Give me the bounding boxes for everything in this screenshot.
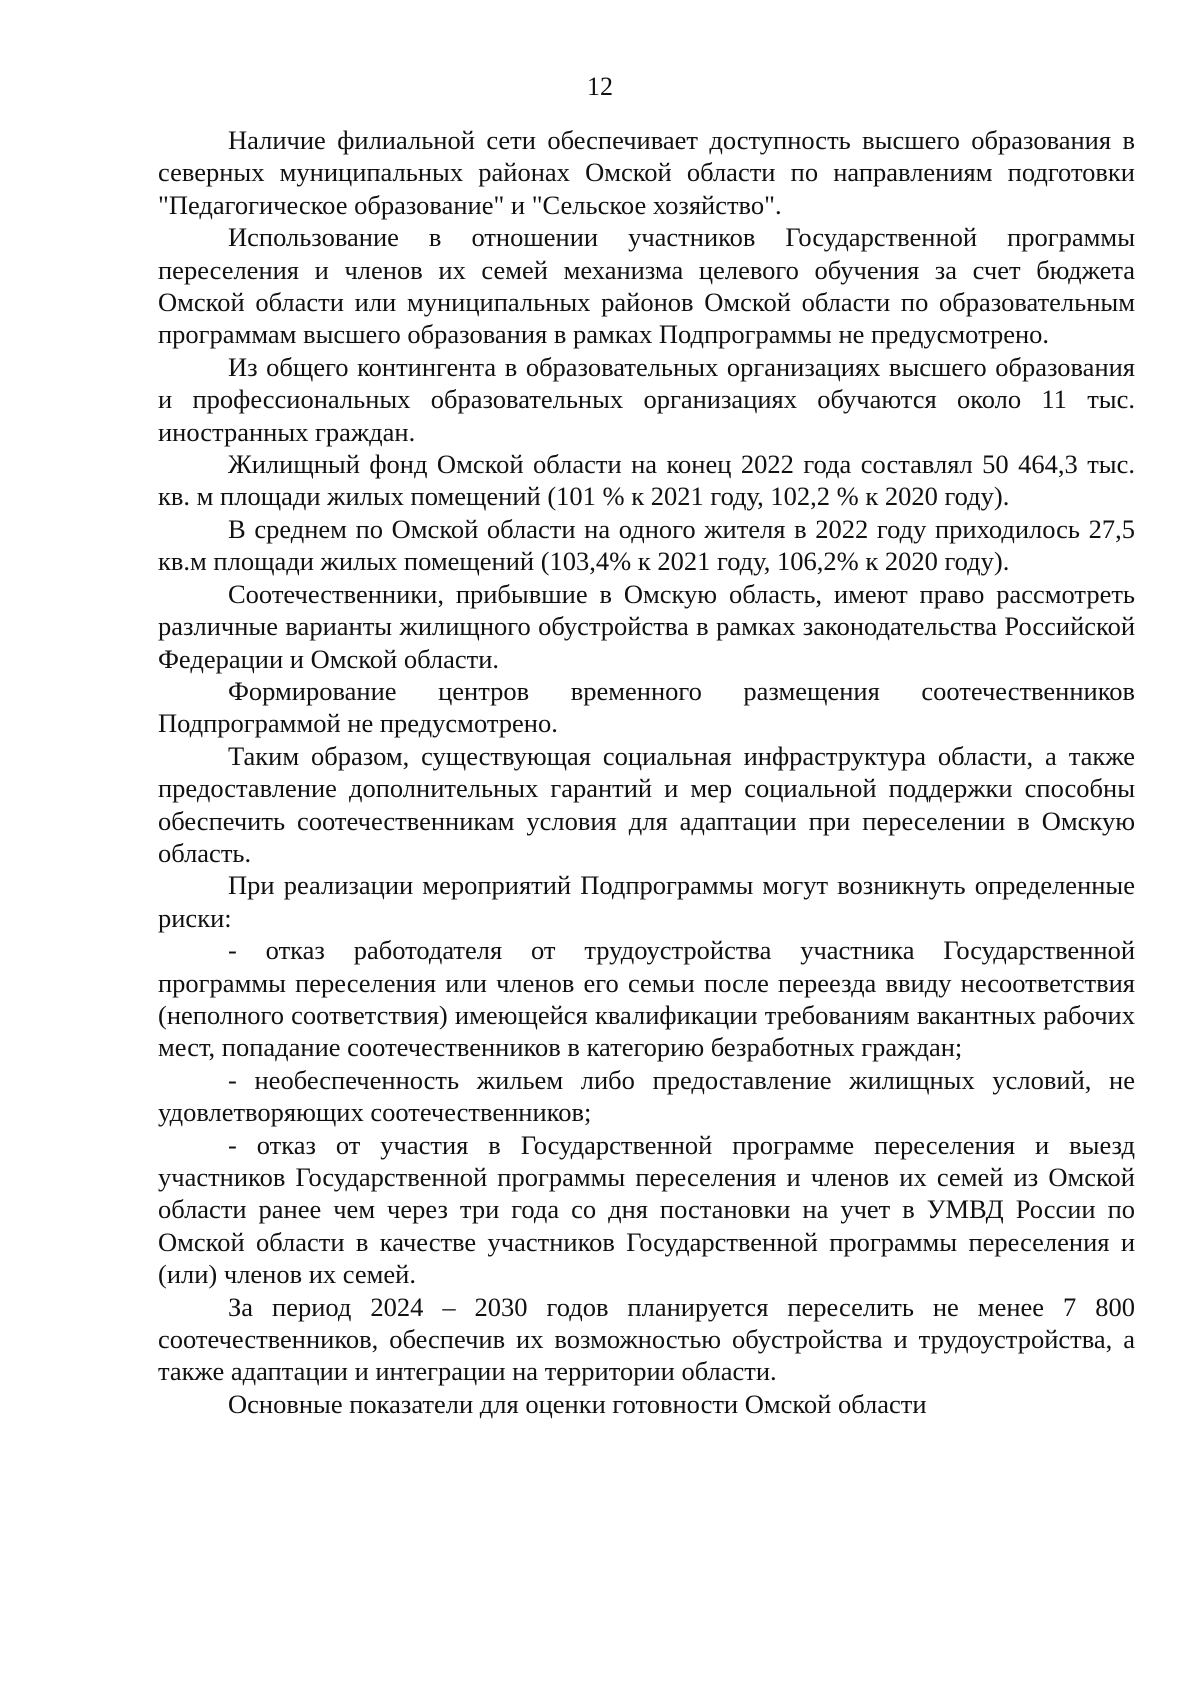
list-item-risk-employer: - отказ работодателя от трудоустройства участника Государственной программы переселения или членов его семьи после переезда ввиду несоответствия (неполного соответствия) имеющейся квалификации требованиям вакантных рабочих мест, попадание соотечественников в категорию безработных граждан; [158, 935, 1135, 1063]
paragraph-temporary-centers: Формирование центров временного размещения соотечественников Подпрограммой не предусмотрено. [158, 675, 1135, 739]
list-item-risk-departure: - отказ от участия в Государственной программе переселения и выезд участников Государственной программы переселения и членов их семей из Омской области ранее чем через три года со дня постановки на учет в УМВД России по Омской области в качестве участников Государственной программы переселения и (или) членов их семей. [158, 1129, 1135, 1290]
paragraph-foreign-students: Из общего контингента в образовательных организациях высшего образования и профессиональных образовательных организациях обучаются около 11 тыс. иностранных граждан. [158, 351, 1135, 447]
paragraph-housing-stock: Жилищный фонд Омской области на конец 2022 года составлял 50 464,3 тыс. кв. м площади жилых помещений (101 % к 2021 году, 102,2 % к 2020 году). [158, 449, 1135, 512]
paragraph-branch-network: Наличие филиальной сети обеспечивает доступность высшего образования в северных муниципальных районах Омской области по направлениям подготовки "Педагогическое образование" и "Сельское хозяйство". [158, 125, 1135, 220]
paragraph-target-training: Использование в отношении участников Государственной программы переселения и членов их семей механизма целевого обучения за счет бюджета Омской области или муниципальных районов Омской области по образовательным программам высшего образования в рамках Подпрограммы не предусмотрено. [158, 222, 1135, 350]
paragraph-risks-intro: При реализации мероприятий Подпрограммы могут возникнуть определенные риски: [158, 870, 1135, 933]
paragraph-infrastructure-summary: Таким образом, существующая социальная инфраструктура области, а также предоставление дополнительных гарантий и мер социальной поддержки способны обеспечить соотечественникам условия для адаптации при переселении в Омскую область. [158, 740, 1135, 868]
paragraph-indicators: Основные показатели для оценки готовности Омской области [228, 1388, 927, 1419]
paragraph-resettlement-plan: За период 2024 – 2030 годов планируется переселить не менее 7 800 соотечественников, обеспечив их возможностью обустройства и трудоустройства, а также адаптации и интеграции на территории области. [158, 1291, 1135, 1387]
list-item-risk-housing: - необеспеченность жильем либо предоставление жилищных условий, не удовлетворяющих соотечественников; [158, 1064, 1135, 1128]
paragraph-housing-per-resident: В среднем по Омской области на одного жителя в 2022 году приходилось 27,5 кв.м площади жилых помещений (103,4% к 2021 году, 106,2% к 2020 году). [158, 513, 1135, 577]
document-body [158, 124, 1135, 1420]
paragraph-compatriots-housing: Соотечественники, прибывшие в Омскую область, имеют право рассмотреть различные варианты жилищного обустройства в рамках законодательства Российской Федерации и Омской области. [158, 578, 1135, 674]
page-number: 12 [587, 72, 613, 101]
